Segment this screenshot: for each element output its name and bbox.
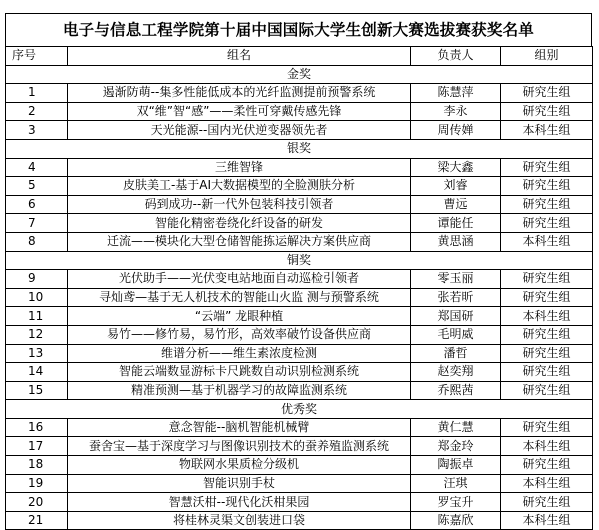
leader-name: 刘睿 xyxy=(411,177,501,196)
leader-name: 乔熙茜 xyxy=(411,381,501,400)
group-category: 研究生组 xyxy=(501,363,593,382)
table-row xyxy=(6,381,593,400)
group-category: 研究生组 xyxy=(501,418,593,437)
team-name: 迁流——模块化大型仓储智能拣运解决方案供应商 xyxy=(68,232,411,251)
row-number: 16 xyxy=(6,418,68,437)
group-category: 研究生组 xyxy=(501,325,593,344)
leader-name: 黄思涵 xyxy=(411,232,501,251)
leader-name: 陈嘉欣 xyxy=(411,511,501,530)
leader-name: 郑金玲 xyxy=(411,437,501,456)
leader-name: 零玉丽 xyxy=(411,270,501,289)
section-label: 铜奖 xyxy=(6,251,593,270)
team-name: 将桂林灵渠文创装进口袋 xyxy=(68,511,411,530)
section-label: 优秀奖 xyxy=(6,400,593,419)
table-row xyxy=(6,158,593,177)
table-row xyxy=(6,511,593,530)
team-name: 智能云端数显游标卡尺跳数自动识别检测系统 xyxy=(68,363,411,382)
leader-name: 曹远 xyxy=(411,195,501,214)
table-row xyxy=(6,84,593,103)
team-name: 天光能源--国内光伏逆变器领先者 xyxy=(68,121,411,140)
leader-name: 潘哲 xyxy=(411,344,501,363)
award-list-sheet xyxy=(5,13,592,530)
leader-name: 郑国研 xyxy=(411,307,501,326)
leader-name: 陶振卓 xyxy=(411,456,501,475)
row-number: 20 xyxy=(6,493,68,512)
table-row xyxy=(6,418,593,437)
group-category: 研究生组 xyxy=(501,195,593,214)
group-category: 本科生组 xyxy=(501,511,593,530)
group-category: 研究生组 xyxy=(501,288,593,307)
leader-name: 毛明威 xyxy=(411,325,501,344)
leader-name: 赵奕翔 xyxy=(411,363,501,382)
team-name: 精准预测—基于机器学习的故障监测系统 xyxy=(68,381,411,400)
table-header-row xyxy=(6,47,593,66)
team-name: 智慧沃柑--现代化沃柑果园 xyxy=(68,493,411,512)
group-category: 本科生组 xyxy=(501,307,593,326)
leader-name: 陈慧萍 xyxy=(411,84,501,103)
row-number: 7 xyxy=(6,214,68,233)
row-number: 4 xyxy=(6,158,68,177)
award-table-body xyxy=(6,47,593,530)
group-category: 研究生组 xyxy=(501,214,593,233)
team-name: 物联网水果质检分级机 xyxy=(68,456,411,475)
leader-name: 罗宝升 xyxy=(411,493,501,512)
table-row xyxy=(6,456,593,475)
table-row xyxy=(6,325,593,344)
header-group: 组别 xyxy=(501,47,593,66)
group-category: 研究生组 xyxy=(501,344,593,363)
header-no: 序号 xyxy=(6,47,68,66)
team-name: 智能化精密卷绕化纤设备的研发 xyxy=(68,214,411,233)
table-row xyxy=(6,307,593,326)
table-row xyxy=(6,270,593,289)
table-row xyxy=(6,474,593,493)
header-leader: 负责人 xyxy=(411,47,501,66)
row-number: 18 xyxy=(6,456,68,475)
row-number: 2 xyxy=(6,102,68,121)
table-row xyxy=(6,121,593,140)
leader-name: 谭能任 xyxy=(411,214,501,233)
row-number: 17 xyxy=(6,437,68,456)
section-header-row xyxy=(6,65,593,84)
leader-name: 黄仁慧 xyxy=(411,418,501,437)
section-label: 金奖 xyxy=(6,65,593,84)
table-row xyxy=(6,437,593,456)
team-name: 皮肤美工-基于AI大数据模型的全脸测肤分析 xyxy=(68,177,411,196)
leader-name: 周传婵 xyxy=(411,121,501,140)
section-header-row xyxy=(6,139,593,158)
group-category: 研究生组 xyxy=(501,456,593,475)
header-name: 组名 xyxy=(68,47,411,66)
group-category: 研究生组 xyxy=(501,84,593,103)
table-row xyxy=(6,177,593,196)
table-row xyxy=(6,344,593,363)
team-name: 维谱分析——维生素浓度检测 xyxy=(68,344,411,363)
row-number: 21 xyxy=(6,511,68,530)
row-number: 8 xyxy=(6,232,68,251)
group-category: 研究生组 xyxy=(501,158,593,177)
table-row xyxy=(6,493,593,512)
leader-name: 梁大鑫 xyxy=(411,158,501,177)
row-number: 5 xyxy=(6,177,68,196)
group-category: 本科生组 xyxy=(501,232,593,251)
row-number: 6 xyxy=(6,195,68,214)
group-category: 本科生组 xyxy=(501,474,593,493)
row-number: 11 xyxy=(6,307,68,326)
section-label: 银奖 xyxy=(6,139,593,158)
team-name: 遏渐防萌--集多性能低成本的光纤监测提前预警系统 xyxy=(68,84,411,103)
table-row xyxy=(6,195,593,214)
team-name: 寻灿鸢—基于无人机技术的智能山火监 测与预警系统 xyxy=(68,288,411,307)
team-name: 意念智能--脑机智能机械臂 xyxy=(68,418,411,437)
group-category: 研究生组 xyxy=(501,102,593,121)
table-row xyxy=(6,214,593,233)
leader-name: 李永 xyxy=(411,102,501,121)
row-number: 12 xyxy=(6,325,68,344)
row-number: 1 xyxy=(6,84,68,103)
team-name: 蚕舍宝—基于深度学习与图像识别技术的蚕养殖监测系统 xyxy=(68,437,411,456)
group-category: 本科生组 xyxy=(501,437,593,456)
row-number: 10 xyxy=(6,288,68,307)
team-name: 易竹——修竹易，易竹形，高效率破竹设备供应商 xyxy=(68,325,411,344)
team-name: 光伏助手——光伏变电站地面自动巡检引领者 xyxy=(68,270,411,289)
team-name: 码到成功--新一代外包装科技引领者 xyxy=(68,195,411,214)
group-category: 研究生组 xyxy=(501,493,593,512)
row-number: 3 xyxy=(6,121,68,140)
team-name: 双“维”智“感”——柔性可穿戴传感先锋 xyxy=(68,102,411,121)
row-number: 9 xyxy=(6,270,68,289)
team-name: 智能识别手杖 xyxy=(68,474,411,493)
section-header-row xyxy=(6,251,593,270)
team-name: 三维智锋 xyxy=(68,158,411,177)
group-category: 研究生组 xyxy=(501,381,593,400)
table-row xyxy=(6,288,593,307)
table-row xyxy=(6,102,593,121)
row-number: 19 xyxy=(6,474,68,493)
group-category: 研究生组 xyxy=(501,270,593,289)
table-row xyxy=(6,232,593,251)
group-category: 研究生组 xyxy=(501,177,593,196)
team-name: “云端” 龙眼种植 xyxy=(68,307,411,326)
award-table xyxy=(5,46,593,530)
table-row xyxy=(6,363,593,382)
row-number: 13 xyxy=(6,344,68,363)
section-header-row xyxy=(6,400,593,419)
row-number: 15 xyxy=(6,381,68,400)
row-number: 14 xyxy=(6,363,68,382)
group-category: 本科生组 xyxy=(501,121,593,140)
leader-name: 汪琪 xyxy=(411,474,501,493)
leader-name: 张若昕 xyxy=(411,288,501,307)
sheet-title: 电子与信息工程学院第十届中国国际大学生创新大赛选拔赛获奖名单 xyxy=(5,13,592,46)
